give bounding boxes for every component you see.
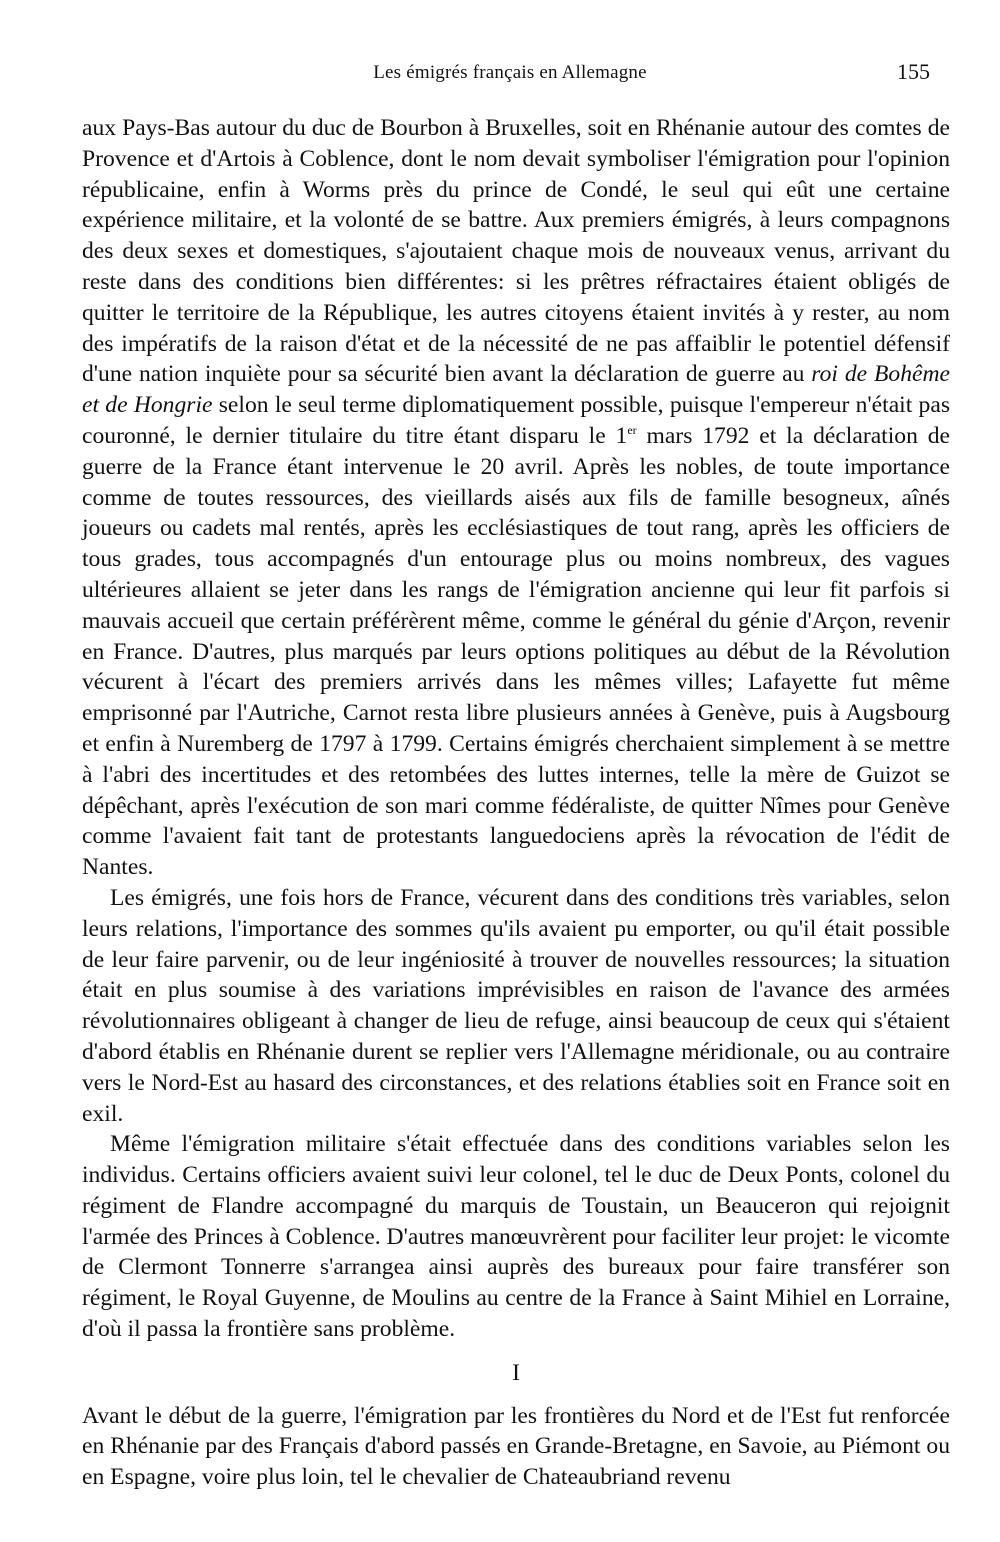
paragraph-1-part-c: mars 1792 et la déclaration de guerre de la France étant intervenue le 20 avril. Après les nobles, de toute importance comme de toutes ressources, des vieillards aisés aux fils de famille besogneux, aînés joueurs ou cadets mal rentés, après les ecclésiastiques de tout rang, après les officiers de tous grades, tous accompagnés d'un entourage plus ou moins nombreux, des vagues ultérieures allaient se jeter dans les rangs de l'émigration ancienne qui leur fit parfois si mauvais accueil que certain préférèrent même, comme le général du génie d'Arçon, revenir en France. D'autres, plus marqués par leurs options politiques au début de la Révolution vécurent à l'écart des premiers arrivés dans les mêmes villes; Lafayette fut même emprisonné par l'Autriche, Carnot resta libre plusieurs années à Genève, puis à Augsbourg et enfin à Nuremberg de 1797 à 1799. Certains émigrés cherchaient simplement à se mettre à l'abri des incertitudes et des retombées des luttes internes, telle la mère de Guizot se dépêchant, après l'exécution de son mari comme fédéraliste, de quitter Nîmes pour Genève comme l'avaient fait tant de protestants languedociens après la révocation de l'édit de Nantes. — [82, 422, 950, 881]
page-header — [84, 59, 936, 90]
body-text — [82, 113, 950, 1493]
paragraph-2: Les émigrés, une fois hors de France, vécurent dans des conditions très variables, selon leurs relations, l'importance des sommes qu'ils avaient pu emporter, ou qu'il était possible de leur faire parvenir, ou de leur ingéniosité à trouver de nouvelles ressources; la situation était en plus soumise à des variations imprévisibles en raison de l'avance des armées révolutionnaires obligeant à changer de lieu de refuge, ainsi beaucoup de ceux qui s'étaient d'abord établis en Rhénanie durent se replier vers l'Allemagne méridionale, ou au contraire vers le Nord-Est au hasard des circonstances, et des relations établies soit en France soit en exil. — [82, 884, 950, 1127]
italic-title: roi de Bohême et de Hongrie — [82, 361, 950, 419]
paragraph-1 — [82, 113, 950, 883]
section-paragraph: Avant le début de la guerre, l'émigration par les frontières du Nord et de l'Est fut renforcée en Rhénanie par des Français d'abord passés en Grande-Bretagne, en Savoie, au Piémont ou en Espagne, voire plus loin, tel le chevalier de Chateaubriand revenu — [82, 1402, 950, 1491]
page-number: 155 — [897, 59, 930, 84]
paragraph-1-part-a: aux Pays-Bas autour du duc de Bourbon à Bruxelles, soit en Rhénanie autour des comtes de Provence et d'Artois à Coblence, dont le nom devait symboliser l'émigration pour l'opinion républicaine, enfin à Worms près du prince de Condé, le seul qui eût une certaine expérience militaire, et la volonté de se battre. Aux premiers émigrés, à leurs compagnons des deux sexes et domestiques, s'ajoutaient chaque mois de nouveaux venus, arrivant du reste dans des conditions bien différentes: si les prêtres réfractaires étaient obligés de quitter le territoire de la République, les autres citoyens étaient invités à y rester, au nom des impératifs de la raison d'état et de la nécessité de ne pas affaiblir le potentiel défensif d'une nation inquiète pour sa sécurité bien avant la déclaration de guerre au — [82, 115, 950, 388]
ordinal-superscript: er — [627, 422, 637, 437]
section-heading: I — [512, 1359, 520, 1386]
running-title: Les émigrés français en Allemagne — [373, 62, 647, 83]
paragraph-3: Même l'émigration militaire s'était effectuée dans des conditions variables selon les individus. Certains officiers avaient suivi leur colonel, tel le duc de Deux Ponts, colonel du régiment de Flandre accompagné du marquis de Toustain, un Beauceron qui rejoignit l'armée des Princes à Coblence. D'autres manœuvrèrent pour faciliter leur projet: le vicomte de Clermont Tonnerre s'arrangea ainsi auprès des bureaux pour faire transférer son régiment, le Royal Guyenne, de Moulins au centre de la France à Saint Mihiel en Lorraine, d'où il passa la frontière sans problème. — [82, 1131, 950, 1343]
paragraph-1-part-b: selon le seul terme diplomatiquement possible, puisque l'empereur n'était pas couronné, le dernier titulaire du titre étant disparu le 1 — [82, 392, 951, 449]
